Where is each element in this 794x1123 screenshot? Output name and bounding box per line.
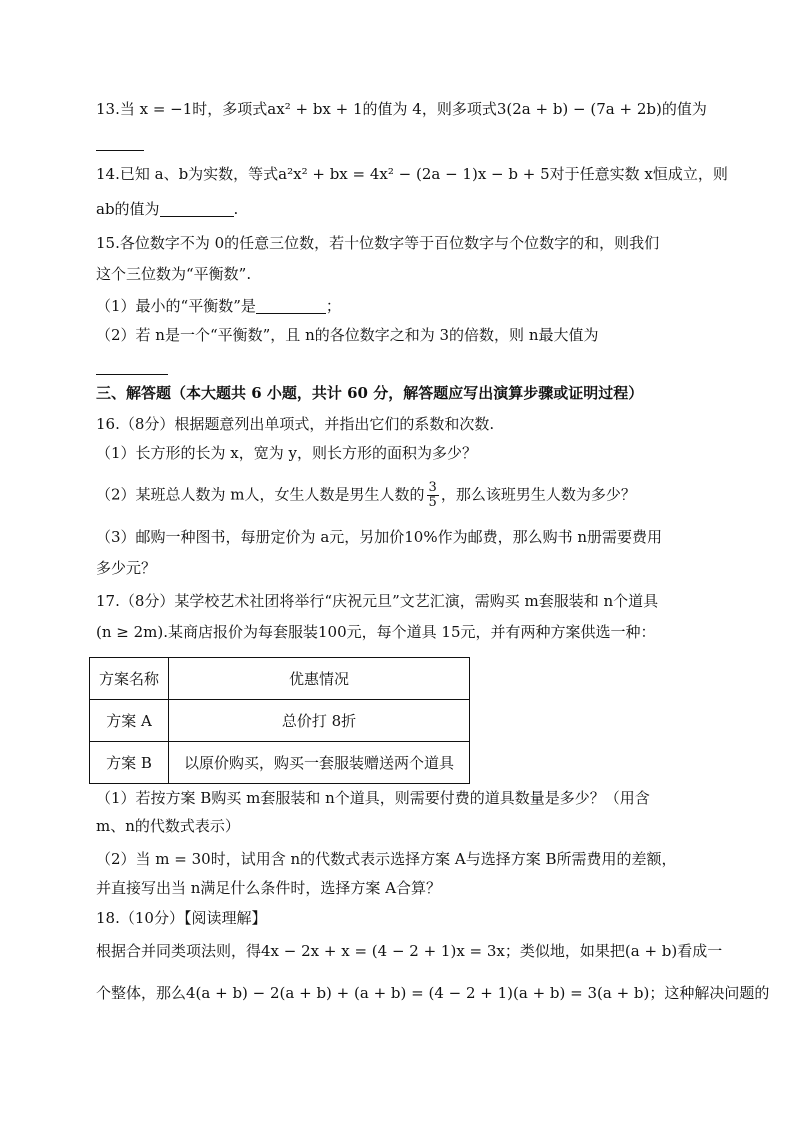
plan-comparison-table (89, 657, 470, 784)
question-17-sub-1-line-2: m、n的代数式表示） (96, 817, 240, 835)
question-15-sub-1-text: （1）最小的“平衡数”是 (96, 297, 256, 315)
question-17-sub-2-line-1: （2）当 m = 30时，试用含 n的代数式表示选择方案 A与选择方案 B所需费用的差额， (96, 850, 677, 868)
section-3-heading: 三、解答题（本大题共 6 小题，共计 60 分，解答题应写出演算步骤或证明过程） (96, 384, 644, 402)
fraction-denominator: 5 (428, 495, 437, 510)
table-header-cell: 方案名称 (90, 658, 169, 700)
question-15-line-2: 这个三位数为“平衡数”. (96, 265, 252, 283)
question-17-sub-1-line-1: （1）若按方案 B购买 m套服装和 n个道具，则需要付费的道具数量是多少？（用含 (96, 789, 650, 807)
question-14-line-1: 14.已知 a、b为实数，等式a²x² + bx = 4x² − (2a − 1)x − b + 5对于任意实数 x恒成立，则 (96, 165, 728, 183)
question-15-sub-2-answer-blank (96, 356, 168, 378)
table-cell: 方案 A (90, 700, 169, 742)
question-16-sub-1: （1）长方形的长为 x，宽为 y，则长方形的面积为多少？ (96, 444, 478, 462)
fraction-three-fifths (427, 481, 439, 510)
question-17-line-1: 17.（8分）某学校艺术社团将举行“庆祝元旦”文艺汇演，需购买 m套服装和 n个道具 (96, 592, 659, 610)
question-13-answer-blank (96, 132, 144, 154)
question-16-sub-2-text-b: ，那么该班男生人数为多少？ (440, 485, 636, 504)
question-15-line-1: 15.各位数字不为 0的任意三位数，若十位数字等于百位数字与个位数字的和，则我们 (96, 234, 660, 252)
question-18-line-3: 个整体，那么4(a + b) − 2(a + b) + (a + b) = (4 − 2 + 1)(a + b) = 3(a + b)；这种解决问题的 (96, 984, 770, 1002)
table-cell: 总价打 8折 (169, 700, 470, 742)
table-cell: 以原价购买，购买一套服装赠送两个道具 (169, 742, 470, 784)
question-16-sub-2 (96, 481, 636, 510)
question-16-line-1: 16.（8分）根据题意列出单项式，并指出它们的系数和次数. (96, 415, 495, 433)
question-17-line-2: (n ≥ 2m).某商店报价为每套服装100元，每个道具 15元，并有两种方案供选一种： (96, 623, 656, 641)
table-row (90, 700, 470, 742)
question-18-line-1: 18.（10分）【阅读理解】 (96, 909, 267, 927)
question-14-answer-blank (160, 200, 234, 217)
question-18-line-2: 根据合并同类项法则，得4x − 2x + x = (4 − 2 + 1)x = 3x；类似地，如果把(a + b)看成一 (96, 942, 723, 960)
table-cell: 方案 B (90, 742, 169, 784)
question-15-sub-2: （2）若 n是一个“平衡数”，且 n的各位数字之和为 3的倍数，则 n最大值为 (96, 326, 599, 344)
question-15-sub-1-blank (256, 297, 326, 314)
question-16-sub-2-text-a: （2）某班总人数为 m人，女生人数是男生人数的 (96, 485, 425, 504)
table-header-row (90, 658, 470, 700)
question-16-sub-3-line-2: 多少元？ (96, 559, 157, 577)
question-17-sub-2-line-2: 并直接写出当 n满足什么条件时，选择方案 A合算？ (96, 879, 442, 897)
question-15-sub-1-end: ； (325, 297, 341, 315)
question-14-line-2-text: ab的值为 (96, 200, 160, 218)
table-row (90, 742, 470, 784)
table-header-cell: 优惠情况 (169, 658, 470, 700)
question-13-line-1: 13.当 x = −1时，多项式ax² + bx + 1的值为 4，则多项式3(2a + b) − (7a + 2b)的值为 (96, 100, 707, 118)
question-15-sub-1 (96, 295, 341, 317)
question-14-line-2: ab的值为 . (96, 200, 239, 218)
fraction-numerator: 3 (428, 480, 437, 495)
question-16-sub-3-line-1: （3）邮购一种图书，每册定价为 a元，另加价10%作为邮费，那么购书 n册需要费用 (96, 528, 663, 546)
